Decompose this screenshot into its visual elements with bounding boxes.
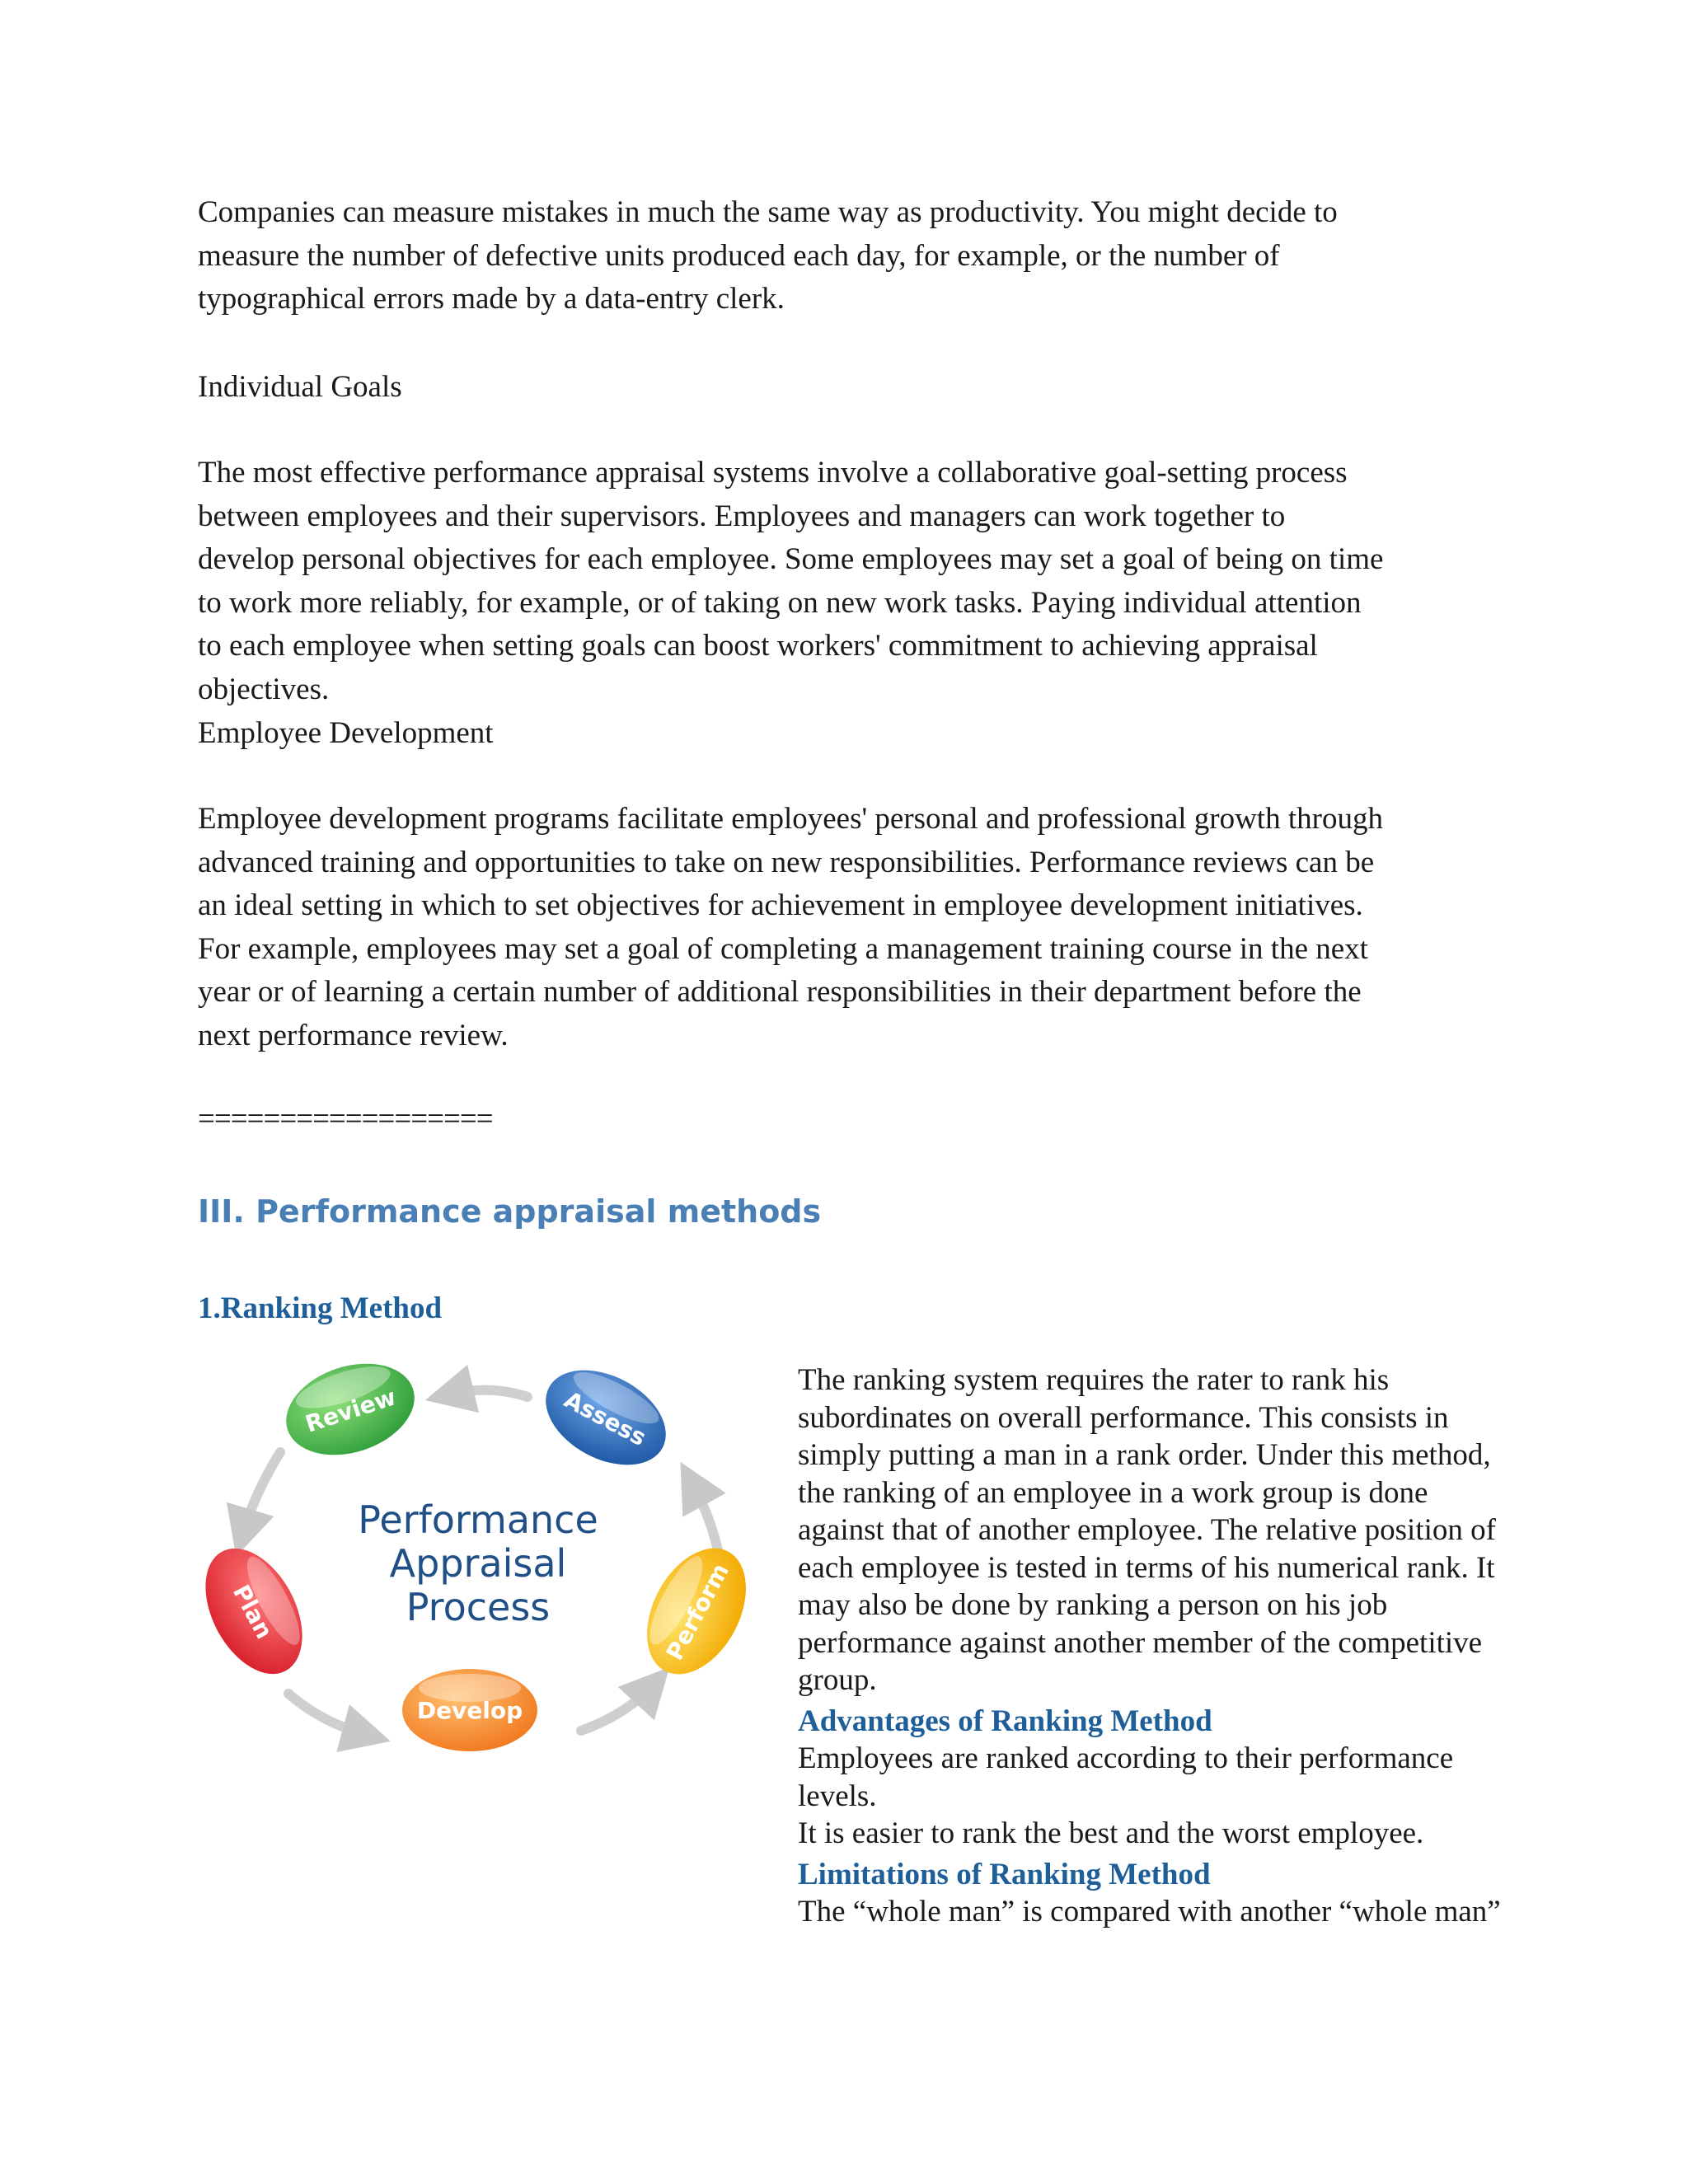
text-line: The most effective performance appraisal systems involve a collaborative goal-setting process xyxy=(198,456,1348,490)
subsection-title: 1.Ranking Method xyxy=(198,1291,443,1325)
stage-assess xyxy=(530,1360,682,1484)
text-line: typographical errors made by a data-entry clerk. xyxy=(198,282,785,316)
paragraph-mistakes xyxy=(198,191,1500,321)
center-line-2: Appraisal xyxy=(389,1541,567,1586)
section-title: III. Performance appraisal methods xyxy=(198,1193,822,1230)
text-line: between employees and their supervisors. Employees and managers can work together to xyxy=(198,499,1286,533)
stage-plan xyxy=(198,1532,322,1690)
text-line: Employees are ranked according to their performance xyxy=(798,1741,1454,1775)
text-line: The ranking system requires the rater to rank his xyxy=(798,1363,1390,1397)
text-line: advanced training and opportunities to take on new responsibilities. Performance reviews can be xyxy=(198,845,1375,879)
stage-review xyxy=(274,1360,426,1470)
center-line-1: Performance xyxy=(358,1497,598,1542)
paragraph-employee-development xyxy=(198,798,1500,1057)
text-line: next performance review. xyxy=(198,1018,509,1052)
text-line: to work more reliably, for example, or of taking on new work tasks. Paying individual attention xyxy=(198,585,1362,620)
limitations-heading: Limitations of Ranking Method xyxy=(798,1857,1211,1891)
arrow-assess-to-review xyxy=(449,1390,528,1397)
center-line-3: Process xyxy=(406,1585,551,1629)
ranking-method-text xyxy=(798,1361,1564,1931)
stage-assess-label: Assess xyxy=(560,1385,651,1452)
text-line: simply putting a man in a rank order. Under this method, xyxy=(798,1438,1491,1472)
text-line: each employee is tested in terms of his numerical rank. It xyxy=(798,1550,1495,1585)
text-line: to each employee when setting goals can boost workers' commitment to achieving appraisal xyxy=(198,629,1318,663)
heading-employee-development: Employee Development xyxy=(198,716,494,750)
text-line: against that of another employee. The relative position of xyxy=(798,1513,1496,1547)
text-line: develop personal objectives for each employee. Some employees may set a goal of being on time xyxy=(198,542,1384,576)
stage-review-label: Review xyxy=(302,1383,400,1438)
arrow-plan-to-develop xyxy=(288,1694,367,1735)
stage-develop xyxy=(402,1669,537,1751)
text-line: It is easier to rank the best and the worst employee. xyxy=(798,1816,1424,1850)
text-line: subordinates on overall performance. This consists in xyxy=(798,1400,1449,1435)
diagram-center-title xyxy=(358,1497,598,1629)
arrow-develop-to-perform xyxy=(581,1685,653,1731)
text-line: group. xyxy=(798,1663,877,1697)
performance-appraisal-cycle-diagram xyxy=(198,1360,758,1788)
stage-plan-label: Plan xyxy=(227,1580,279,1643)
arrow-review-to-plan xyxy=(243,1452,280,1533)
text-line: The “whole man” is compared with another “whole man” xyxy=(798,1895,1501,1929)
divider-line: ================== xyxy=(198,1102,493,1136)
text-line: the ranking of an employee in a work group is done xyxy=(798,1475,1428,1510)
text-line: Employee development programs facilitate employees' personal and professional growth through xyxy=(198,802,1383,836)
heading-individual-goals: Individual Goals xyxy=(198,370,402,404)
paragraph-individual-goals xyxy=(198,452,1500,711)
advantages-heading: Advantages of Ranking Method xyxy=(798,1704,1212,1738)
text-line: year or of learning a certain number of additional responsibilities in their department before the xyxy=(198,975,1362,1009)
text-line: measure the number of defective units produced each day, for example, or the number of xyxy=(198,238,1280,273)
text-line: objectives. xyxy=(198,672,330,706)
stage-perform-label: Perform xyxy=(660,1558,734,1665)
text-line: For example, employees may set a goal of completing a management training course in the next xyxy=(198,931,1368,966)
text-line: an ideal setting in which to set objectives for achievement in employee development initiatives. xyxy=(198,888,1363,922)
text-line: levels. xyxy=(798,1779,877,1813)
text-line: Companies can measure mistakes in much the same way as productivity. You might decide to xyxy=(198,195,1338,229)
stage-develop-label: Develop xyxy=(416,1697,523,1724)
stage-perform xyxy=(627,1531,758,1691)
text-line: performance against another member of the competitive xyxy=(798,1625,1483,1660)
text-line: may also be done by ranking a person on his job xyxy=(798,1588,1388,1622)
